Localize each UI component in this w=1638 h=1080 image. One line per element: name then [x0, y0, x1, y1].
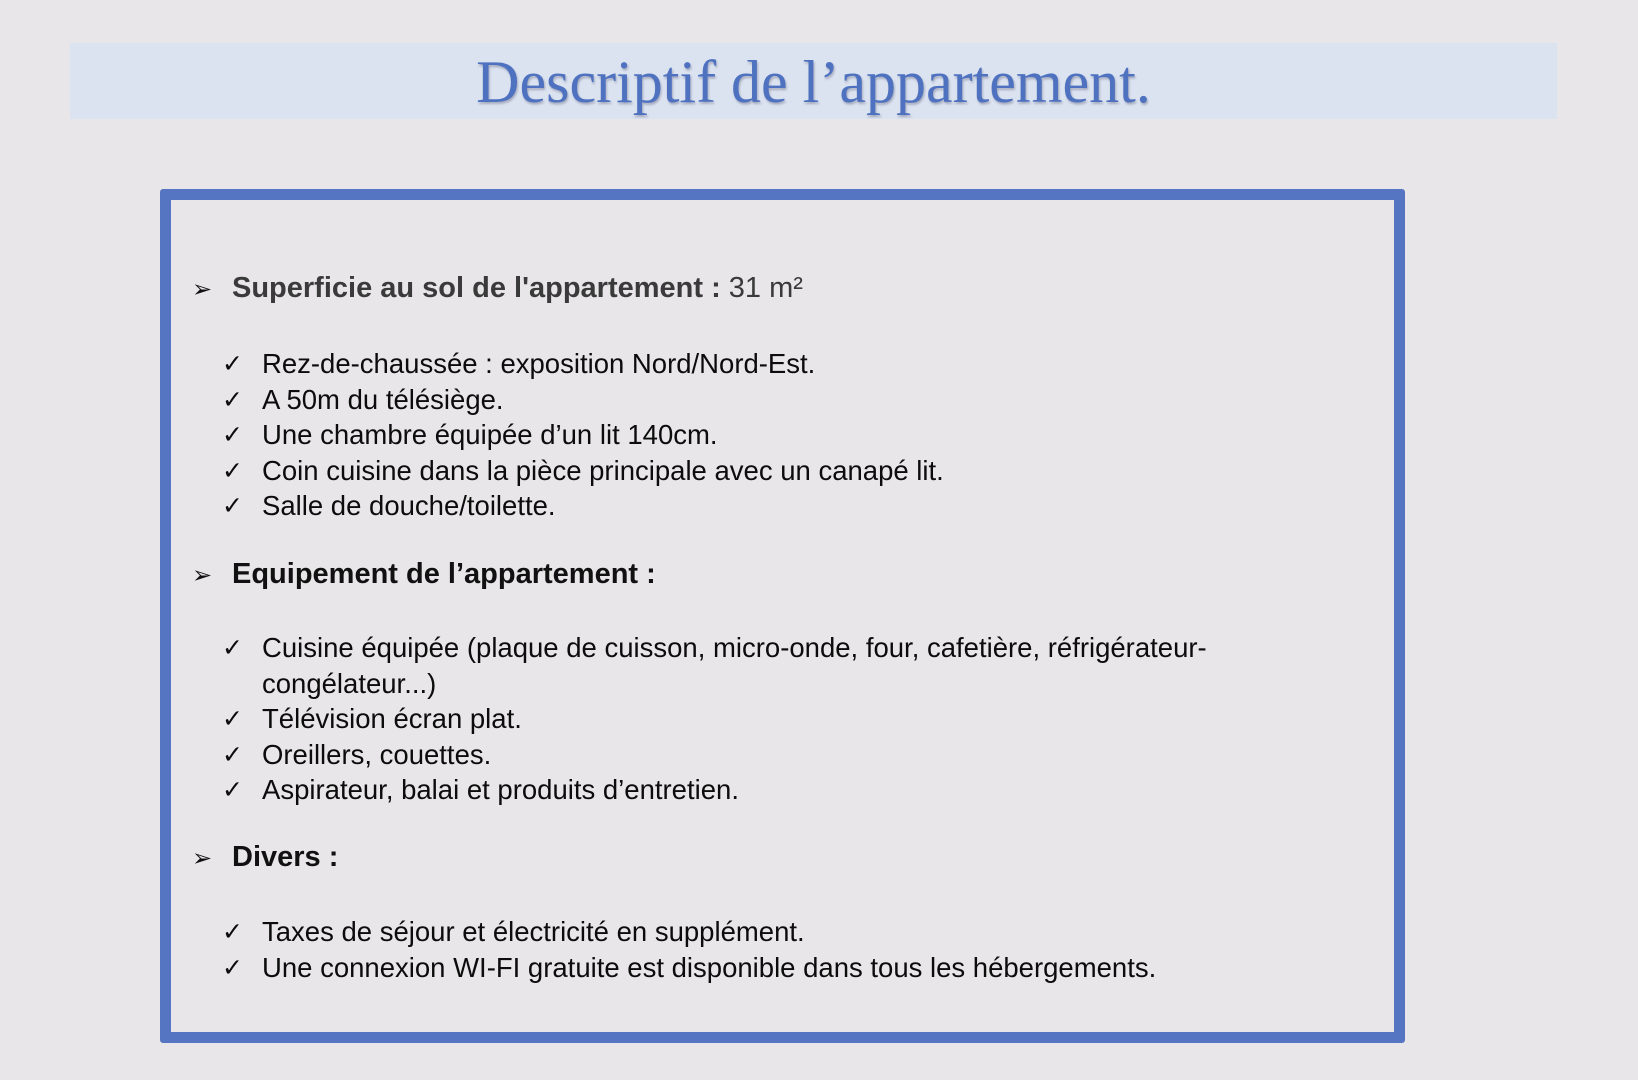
list-item: ✓ Taxes de séjour et électricité en supplément. [222, 914, 1322, 950]
checkmark-icon: ✓ [222, 491, 243, 520]
section-label: Equipement de l’appartement : [232, 558, 656, 590]
superficie-list [222, 346, 1322, 524]
checkmark-icon: ✓ [222, 420, 243, 449]
checkmark-icon: ✓ [222, 633, 243, 662]
checkmark-icon: ✓ [222, 704, 243, 733]
list-item: ✓ Une connexion WI-FI gratuite est disponible dans tous les hébergements. [222, 950, 1322, 986]
checkmark-icon: ✓ [222, 455, 243, 485]
divers-list [222, 914, 1322, 985]
section-heading-divers [192, 841, 338, 874]
list-item: ✓ A 50m du télésiège. [222, 382, 1322, 418]
list-item: ✓ Rez-de-chaussée : exposition Nord/Nord-Est. [222, 346, 1322, 382]
equipement-list [222, 630, 1322, 808]
checkmark-icon: ✓ [222, 384, 243, 414]
arrowhead-bullet-icon: ➢ [192, 560, 213, 589]
list-item: ✓ Salle de douche/toilette. [222, 488, 1322, 524]
checkmark-icon: ✓ [222, 952, 243, 982]
title-banner [70, 43, 1557, 119]
list-item: ✓ Cuisine équipée (plaque de cuisson, micro-onde, four, cafetière, réfrigérateur-congélateur...) [222, 632, 1207, 699]
checkmark-icon: ✓ [222, 349, 243, 378]
section-value: 31 m² [728, 272, 803, 304]
list-item: ✓ Une chambre équipée d’un lit 140cm. [222, 417, 1322, 453]
section-heading-superficie [192, 272, 803, 305]
arrowhead-bullet-icon: ➢ [192, 843, 213, 872]
arrowhead-bullet-icon: ➢ [192, 274, 213, 303]
list-item: ✓ Coin cuisine dans la pièce principale avec un canapé lit. [222, 453, 1322, 489]
section-heading-equipement [192, 558, 656, 591]
checkmark-icon: ✓ [222, 917, 243, 946]
checkmark-icon: ✓ [222, 775, 243, 804]
section-label: Divers : [232, 841, 339, 873]
list-item: ✓ Oreillers, couettes. [222, 737, 1322, 773]
list-item: ✓ Aspirateur, balai et produits d’entretien. [222, 772, 1322, 808]
page-title: Descriptif de l’appartement. [476, 48, 1151, 115]
checkmark-icon: ✓ [222, 739, 243, 769]
section-label: Superficie au sol de l'appartement : [232, 272, 721, 304]
list-item: ✓ Télévision écran plat. [222, 701, 1322, 737]
